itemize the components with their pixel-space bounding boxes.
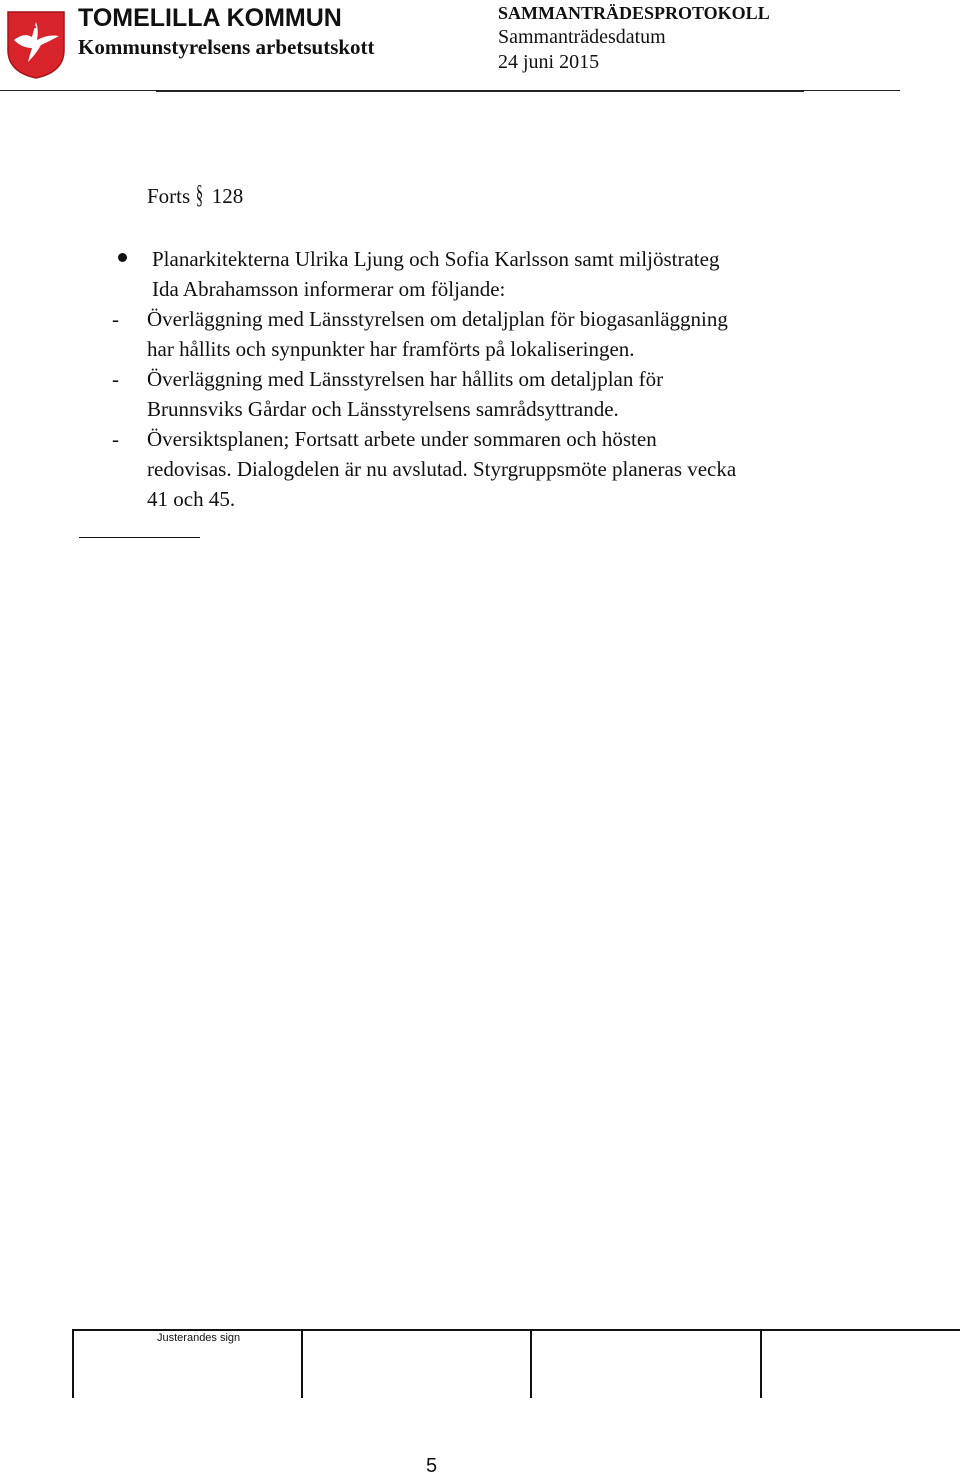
section-symbol: § [196, 180, 204, 209]
dash-marker: - [112, 427, 119, 451]
list-item-line: 41 och 45. [147, 487, 236, 511]
signature-cell-border [760, 1331, 762, 1398]
list-item [147, 364, 827, 424]
dash-marker: - [112, 307, 119, 331]
signature-cell-border [301, 1331, 303, 1398]
signature-label: Justerandes sign [157, 1332, 241, 1344]
committee-name: Kommunstyrelsens arbetsutskott [78, 35, 375, 59]
coat-of-arms-bird-icon [6, 10, 66, 80]
bullet-paragraph [152, 244, 832, 304]
bullet-line: Planarkitekterna Ulrika Ljung och Sofia Karlsson samt miljöstrateg [152, 247, 720, 271]
section-end-rule [79, 537, 200, 538]
meeting-date-value: 24 juni 2015 [498, 51, 600, 73]
list-item-line: Översiktsplanen; Fortsatt arbete under sommaren och hösten [147, 427, 657, 451]
heading-prefix: Forts [147, 184, 191, 208]
list-item-line: Överläggning med Länsstyrelsen om detaljplan för biogasanläggning [147, 307, 728, 331]
bullet-icon [118, 253, 127, 262]
document-type: SAMMANTRÄDESPROTOKOLL [498, 3, 770, 23]
paragraph-heading [147, 182, 243, 209]
list-item [147, 304, 827, 364]
page-number: 5 [426, 1455, 438, 1477]
list-item-line: redovisas. Dialogdelen är nu avslutad. Styrgruppsmöte planeras vecka [147, 457, 737, 481]
signature-cell-border [72, 1331, 74, 1398]
list-item-line: har hållits och synpunkter har framförts på lokaliseringen. [147, 337, 635, 361]
signature-cell-border [530, 1331, 532, 1398]
meeting-date-label: Sammanträdesdatum [498, 26, 666, 48]
list-item-line: Överläggning med Länsstyrelsen har hållits om detaljplan för [147, 367, 664, 391]
section-number: 128 [211, 184, 244, 208]
header-divider-bold [156, 90, 804, 92]
list-item-line: Brunnsviks Gårdar och Länsstyrelsens samrådsyttrande. [147, 397, 619, 421]
dash-marker: - [112, 367, 119, 391]
bullet-line: Ida Abrahamsson informerar om följande: [152, 277, 506, 301]
organization-name: TOMELILLA KOMMUN [78, 4, 342, 32]
list-item [147, 424, 827, 514]
